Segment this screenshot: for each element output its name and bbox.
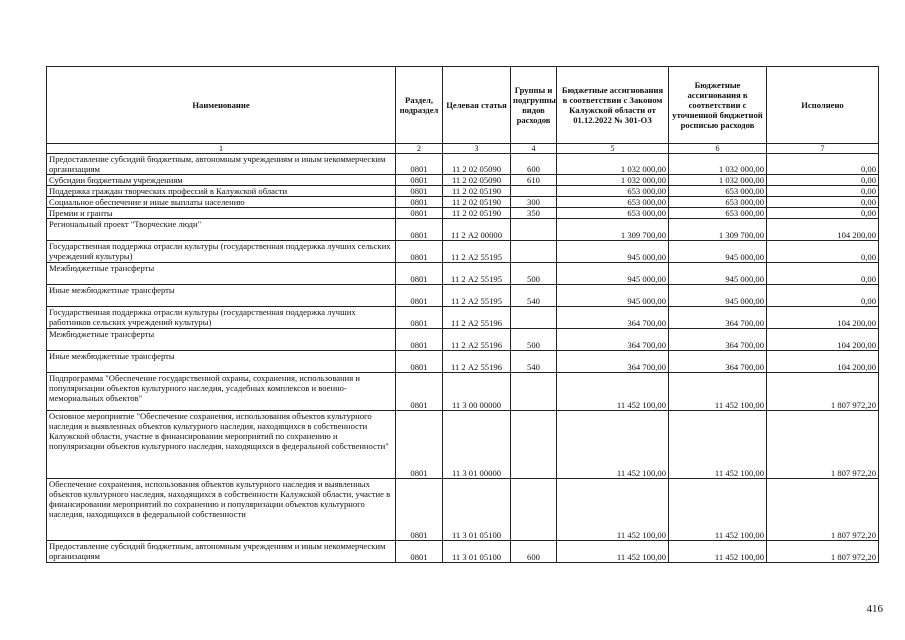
row-target: 11 2 02 05190 (443, 186, 511, 197)
table-row (47, 241, 879, 263)
row-section: 0801 (396, 263, 443, 285)
row-name: Предоставление субсидий бюджетным, автономным учреждениям и иным некоммерческим организациям (47, 541, 396, 563)
row-section: 0801 (396, 154, 443, 175)
row-updated: 11 452 100,00 (669, 411, 767, 479)
row-name: Иные межбюджетные трансферты (47, 285, 396, 307)
row-executed: 0,00 (767, 175, 879, 186)
row-updated: 364 700,00 (669, 307, 767, 329)
row-target: 11 2 А2 55195 (443, 285, 511, 307)
row-section: 0801 (396, 479, 443, 541)
row-law: 1 032 000,00 (557, 175, 669, 186)
row-section: 0801 (396, 307, 443, 329)
column-number: 1 (47, 144, 396, 154)
row-name: Премии и гранты (47, 208, 396, 219)
row-target: 11 3 01 00000 (443, 411, 511, 479)
row-target: 11 2 А2 55196 (443, 351, 511, 373)
row-target: 11 2 А2 55196 (443, 329, 511, 351)
table-row (47, 479, 879, 541)
column-number: 4 (511, 144, 557, 154)
row-law: 11 452 100,00 (557, 373, 669, 411)
row-target: 11 2 02 05190 (443, 197, 511, 208)
row-law: 11 452 100,00 (557, 541, 669, 563)
row-executed: 1 807 972,20 (767, 411, 879, 479)
table-row (47, 285, 879, 307)
row-executed: 0,00 (767, 285, 879, 307)
row-executed: 104 200,00 (767, 307, 879, 329)
row-law: 653 000,00 (557, 197, 669, 208)
row-law: 1 309 700,00 (557, 219, 669, 241)
row-law: 945 000,00 (557, 241, 669, 263)
row-group: 540 (511, 351, 557, 373)
row-target: 11 2 А2 55196 (443, 307, 511, 329)
row-section: 0801 (396, 285, 443, 307)
row-updated: 11 452 100,00 (669, 373, 767, 411)
row-updated: 945 000,00 (669, 263, 767, 285)
row-target: 11 2 А2 55195 (443, 263, 511, 285)
row-group (511, 307, 557, 329)
row-name: Поддержка граждан творческих профессий в Калужской области (47, 186, 396, 197)
table-row (47, 219, 879, 241)
table-row (47, 307, 879, 329)
row-law: 1 032 000,00 (557, 154, 669, 175)
budget-table (46, 66, 879, 563)
column-number-row (47, 144, 879, 154)
row-updated: 364 700,00 (669, 351, 767, 373)
row-group (511, 241, 557, 263)
header-name: Наименование (47, 67, 396, 144)
row-section: 0801 (396, 241, 443, 263)
row-target: 11 2 А2 55195 (443, 241, 511, 263)
row-updated: 653 000,00 (669, 186, 767, 197)
column-number: 3 (443, 144, 511, 154)
row-group: 350 (511, 208, 557, 219)
row-section: 0801 (396, 373, 443, 411)
row-target: 11 3 01 05100 (443, 541, 511, 563)
row-executed: 0,00 (767, 186, 879, 197)
row-executed: 104 200,00 (767, 329, 879, 351)
row-law: 364 700,00 (557, 307, 669, 329)
row-law: 11 452 100,00 (557, 479, 669, 541)
row-updated: 945 000,00 (669, 285, 767, 307)
row-executed: 104 200,00 (767, 351, 879, 373)
header-executed: Исполнено (767, 67, 879, 144)
row-name: Субсидии бюджетным учреждениям (47, 175, 396, 186)
row-section: 0801 (396, 219, 443, 241)
column-number: 5 (557, 144, 669, 154)
header-section: Раздел, подраздел (396, 67, 443, 144)
row-name: Предоставление субсидий бюджетным, автономным учреждениям и иным некоммерческим организациям (47, 154, 396, 175)
row-section: 0801 (396, 351, 443, 373)
table-row (47, 541, 879, 563)
row-updated: 364 700,00 (669, 329, 767, 351)
table-body (47, 154, 879, 563)
row-executed: 1 807 972,20 (767, 373, 879, 411)
row-section: 0801 (396, 186, 443, 197)
row-group (511, 219, 557, 241)
header-row (47, 67, 879, 144)
row-target: 11 3 00 00000 (443, 373, 511, 411)
row-law: 364 700,00 (557, 329, 669, 351)
row-group: 540 (511, 285, 557, 307)
row-section: 0801 (396, 175, 443, 186)
row-group (511, 411, 557, 479)
page-number: 416 (866, 603, 883, 615)
row-updated: 1 032 000,00 (669, 154, 767, 175)
row-target: 11 2 02 05090 (443, 154, 511, 175)
row-name: Обеспечение сохранения, использования объектов культурного наследия и выявленных объектов культурного наследия, находящихся в собственности Калужской области, участие в финансировании мероприятий по сохранению и популяризации объектов культурного наследия, находящихся в федеральной собственности (47, 479, 396, 541)
row-updated: 945 000,00 (669, 241, 767, 263)
row-section: 0801 (396, 541, 443, 563)
row-name: Иные межбюджетные трансферты (47, 351, 396, 373)
row-section: 0801 (396, 208, 443, 219)
row-law: 653 000,00 (557, 208, 669, 219)
column-number: 2 (396, 144, 443, 154)
column-number: 6 (669, 144, 767, 154)
row-law: 945 000,00 (557, 285, 669, 307)
row-section: 0801 (396, 197, 443, 208)
row-executed: 0,00 (767, 241, 879, 263)
row-target: 11 2 02 05190 (443, 208, 511, 219)
row-updated: 11 452 100,00 (669, 541, 767, 563)
header-groups: Группы и подгруппы видов расходов (511, 67, 557, 144)
column-number: 7 (767, 144, 879, 154)
header-target: Целевая статья (443, 67, 511, 144)
table-row (47, 154, 879, 175)
row-group: 600 (511, 154, 557, 175)
row-updated: 653 000,00 (669, 197, 767, 208)
header-law: Бюджетные ассигнования в соответствии с Законом Калужской области от 01.12.2022 № 301-ОЗ (557, 67, 669, 144)
table-row (47, 329, 879, 351)
row-target: 11 2 А2 00000 (443, 219, 511, 241)
row-group (511, 186, 557, 197)
row-group: 500 (511, 263, 557, 285)
row-name: Основное мероприятие "Обеспечение сохранения, использования объектов культурного наследия и выявленных объектов культурного наследия, находящихся в собственности Калужской области, участие в финансировании мероприятий по сохранению и популяризации объектов культурного наследия, находящихся в федеральной собственности" (47, 411, 396, 479)
table-row (47, 197, 879, 208)
row-updated: 1 032 000,00 (669, 175, 767, 186)
row-group: 610 (511, 175, 557, 186)
row-executed: 0,00 (767, 154, 879, 175)
row-law: 364 700,00 (557, 351, 669, 373)
row-executed: 1 807 972,20 (767, 479, 879, 541)
row-name: Межбюджетные трансферты (47, 329, 396, 351)
table-row (47, 411, 879, 479)
row-executed: 0,00 (767, 263, 879, 285)
table-row (47, 186, 879, 197)
row-target: 11 3 01 05100 (443, 479, 511, 541)
row-executed: 0,00 (767, 208, 879, 219)
table-row (47, 208, 879, 219)
row-group: 600 (511, 541, 557, 563)
table-row (47, 175, 879, 186)
row-law: 945 000,00 (557, 263, 669, 285)
row-law: 653 000,00 (557, 186, 669, 197)
row-name: Государственная поддержка отрасли культуры (государственная поддержка лучших сельских учреждений культуры) (47, 241, 396, 263)
row-updated: 653 000,00 (669, 208, 767, 219)
row-section: 0801 (396, 329, 443, 351)
header-updated: Бюджетные ассигнования в соответствии с уточненной бюджетной росписью расходов (669, 67, 767, 144)
row-name: Государственная поддержка отрасли культуры (государственная поддержка лучших работников сельских учреждений культуры) (47, 307, 396, 329)
row-group: 500 (511, 329, 557, 351)
row-group (511, 479, 557, 541)
row-updated: 11 452 100,00 (669, 479, 767, 541)
row-law: 11 452 100,00 (557, 411, 669, 479)
row-group: 300 (511, 197, 557, 208)
row-name: Социальное обеспечение и иные выплаты населению (47, 197, 396, 208)
row-executed: 1 807 972,20 (767, 541, 879, 563)
row-target: 11 2 02 05090 (443, 175, 511, 186)
row-name: Межбюджетные трансферты (47, 263, 396, 285)
table-row (47, 263, 879, 285)
row-executed: 104 200,00 (767, 219, 879, 241)
table-row (47, 373, 879, 411)
row-name: Региональный проект "Творческие люди" (47, 219, 396, 241)
row-updated: 1 309 700,00 (669, 219, 767, 241)
table-row (47, 351, 879, 373)
row-group (511, 373, 557, 411)
row-executed: 0,00 (767, 197, 879, 208)
row-section: 0801 (396, 411, 443, 479)
row-name: Подпрограмма "Обеспечение государственной охраны, сохранения, использования и популяризации объектов культурного наследия, усадебных комплексов и военно-мемориальных объектов" (47, 373, 396, 411)
